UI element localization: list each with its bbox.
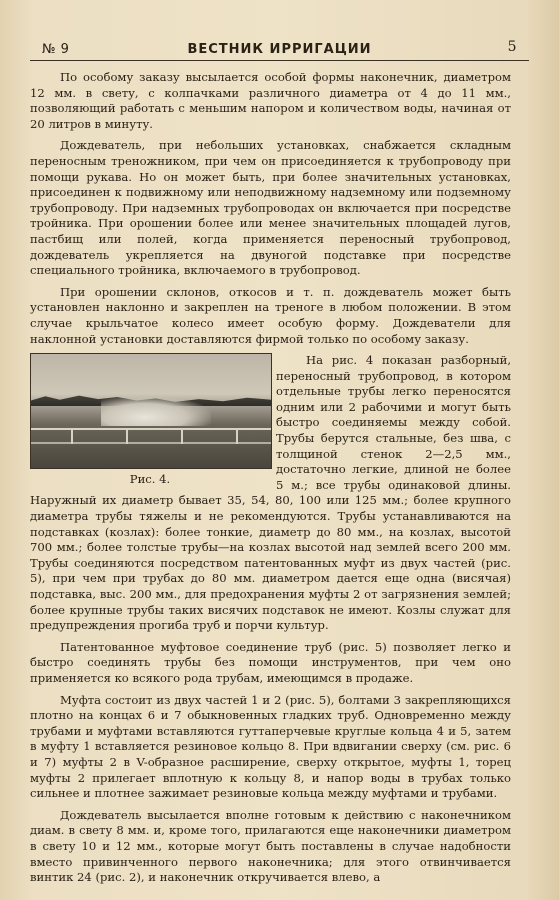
photo-stand [181, 430, 183, 444]
photo-stand [71, 430, 73, 444]
paragraph-wrapped: На рис. 4 показан разборный, переносный трубопровод, в котором отдельные трубы легко переносятся одним или 2 рабочими и могут быть быстро соединяемы между собой. Трубы берутся стальные, без шва, с толщиной стенок 2—2,5 мм., достаточно легкие, длиной не более 5 м.; все трубы одинаковой длины. Наружный их диаметр бывает 35, 54, 80, 100 или 125 мм.; более крупного диаметра трубы тяжелы и не рекомендуются. Трубы устанавливаются на подставках (козлах): более тонкие, диаметр до 80 мм., на козлах, высотой 700 мм.; более толстые трубы—на козлах высотой над землей всего 200 мм. Трубы соединяются посредством патентованных муфт из двух частей (рис. 5), при чем при трубах до 80 мм. диаметром дается еще одна (висячая) подставка, выс. 200 мм., для предохранения муфты 2 от загрязнения землей; более крупные трубы таких висячих подставок не имеют. Козлы служат для предупреждения прогиба труб и порчи культур. [30, 353, 511, 633]
pipeline-photo [30, 353, 272, 469]
figure-caption: Рис. 4. [129, 472, 171, 487]
paragraph: Дождеватель высылается вполне готовым к действию с наконечником диам. в свету 8 мм. и, кроме того, прилагаются еще наконечники диаметром в свету 10 и 12 мм., которые могут быть поставлены в случае надобности вместо привинченного первого наконечника; для этого отвинчивается винтик 24 (рис. 2), и наконечник откручивается влево, а [30, 807, 511, 885]
page-header [30, 38, 529, 61]
paragraph: При орошении склонов, откосов и т. п. дождеватель может быть установлен наклонно и закреплен на треноге в любом положении. В этом случае крыльчатое колесо имеет особую форму. Дождеватели для наклонной установки доставляются фирмой только по особому заказу. [30, 284, 511, 346]
page-number: 5 [507, 39, 517, 55]
article-body [30, 70, 511, 892]
figure-4 [30, 353, 270, 488]
paragraph: Патентованное муфтовое соединение труб (рис. 5) позволяет легко и быстро соединять трубы без помощи инструментов, при чем оно применяется ко всякого рода трубам, имеющимся в продаже. [30, 639, 511, 685]
paragraph: По особому заказу высылается особой формы наконечник, диаметром 12 мм. в свету, с колпачками различного диаметра от 4 до 11 мм., позволяющий работать с меньшим напором и количеством воды, начиная от 20 литров в минуту. [30, 70, 511, 131]
journal-title: ВЕСТНИК ИРРИГАЦИИ [187, 42, 372, 57]
photo-stand [126, 430, 128, 444]
photo-pipe [31, 428, 271, 430]
issue-number: № 9 [42, 42, 70, 57]
paragraph: Муфта состоит из двух частей 1 и 2 (рис. 5), болтами 3 закрепляющихся плотно на концах 6 и 7 обыкновенных гладких труб. Одновременно между трубами и муфтами вставляются гуттаперчевые круглые кольца 4 и 5, затем в муфту 1 вставляется резиновое кольцо 8. При вдвигании сверху (см. рис. 6 и 7) муфты 2 в V-образное расширение, сверху открытое, муфты 1, торец муфты 2 прилегает вплотную к кольцу 8, и напор воды в трубах только сильнее и плотнее зажимает резиновые кольца между муфтами и трубами. [30, 692, 511, 801]
photo-pipe [31, 442, 271, 444]
photo-stand [236, 430, 238, 444]
photo-water-spray [101, 396, 211, 426]
paragraph: Дождеватель, при небольших установках, снабжается складным переносным треножником, при чем он присоединяется к трубопроводу при помощи рукава. Но он может быть, при более значительных установках, присоединен к подвижному или неподвижному надземному или подземному трубопроводу. При надземных трубопроводах он включается при посредстве тройника. При орошении более или менее значительных площадей лугов, пастбищ или полей, когда применяется переносный трубопровод, дождеватель укрепляется на двуногой подставке при посредстве специального тройника, включаемого в трубопровод. [30, 138, 511, 278]
